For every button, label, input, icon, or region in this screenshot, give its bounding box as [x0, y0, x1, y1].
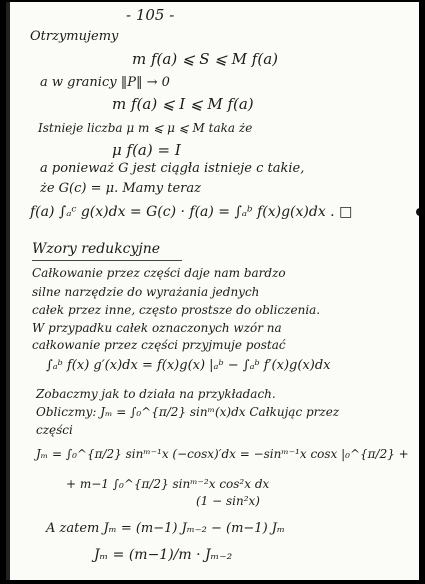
equation-mean-value: f(a) ∫ₐᶜ g(x)dx = G(c) · f(a) = ∫ₐᵇ f(x)g(x)dx . □: [30, 204, 353, 220]
equation-jm-definition: Obliczmy: Jₘ = ∫₀^{π/2} sinᵐ(x)dx Całkując przez: [36, 405, 340, 419]
equation-jm-parts: Jₘ = ∫₀^{π/2} sinᵐ⁻¹x (−cosx)′dx = −sinᵐ⁻¹x cosx |₀^{π/2} +: [36, 447, 409, 461]
equation-mu: μ f(a) = I: [112, 141, 181, 159]
text-line-otrzymujemy: Otrzymujemy: [30, 29, 119, 44]
page-number: - 105 -: [126, 6, 175, 24]
paragraph-line-1: Całkowanie przez części daje nam bardzo: [32, 266, 286, 280]
binding-edge: [6, 2, 10, 580]
paragraph-line-5: całkowanie przez części przyjmuje postać: [32, 338, 286, 352]
text-line-mamy-teraz: że G(c) = μ. Mamy teraz: [40, 181, 201, 196]
paragraph-line-2: silne narzędzie do wyrażania jednych: [32, 285, 260, 299]
equation-parts-formula: ∫ₐᵇ f(x) g′(x)dx = f(x)g(x) |ₐᵇ − ∫ₐᵇ f′(x)g(x)dx: [46, 358, 331, 373]
text-line-exists-mu: Istnieje liczba μ m ⩽ μ ⩽ M taka że: [38, 121, 253, 135]
notebook-page: [6, 2, 419, 580]
inequality-integral: m f(a) ⩽ I ⩽ M f(a): [112, 95, 254, 113]
inequality-sum: m f(a) ⩽ S ⩽ M f(a): [132, 50, 279, 68]
text-line-examples: Zobaczmy jak to działa na przykładach.: [36, 387, 276, 401]
paragraph-line-4: W przypadku całek oznaczonych wzór na: [32, 321, 282, 335]
heading-underline: [32, 260, 182, 261]
paragraph-line-3: całek przez inne, często prostsze do obliczenia.: [32, 303, 321, 317]
equation-recurrence: A zatem Jₘ = (m−1) Jₘ₋₂ − (m−1) Jₘ: [46, 521, 285, 536]
text-line-czesci: części: [36, 423, 73, 437]
section-heading: Wzory redukcyjne: [32, 241, 161, 257]
text-line-limit: a w granicy ‖P‖ → 0: [40, 75, 170, 90]
text-line-continuity: a ponieważ G jest ciągła istnieje c takie,: [40, 161, 305, 176]
equation-reduction-result: Jₘ = (m−1)/m · Jₘ₋₂: [94, 547, 233, 563]
equation-cos-identity: (1 − sin²x): [196, 494, 260, 508]
equation-jm-remainder: + m−1 ∫₀^{π/2} sinᵐ⁻²x cos²x dx: [66, 477, 270, 491]
bullet-dot: [416, 208, 419, 216]
